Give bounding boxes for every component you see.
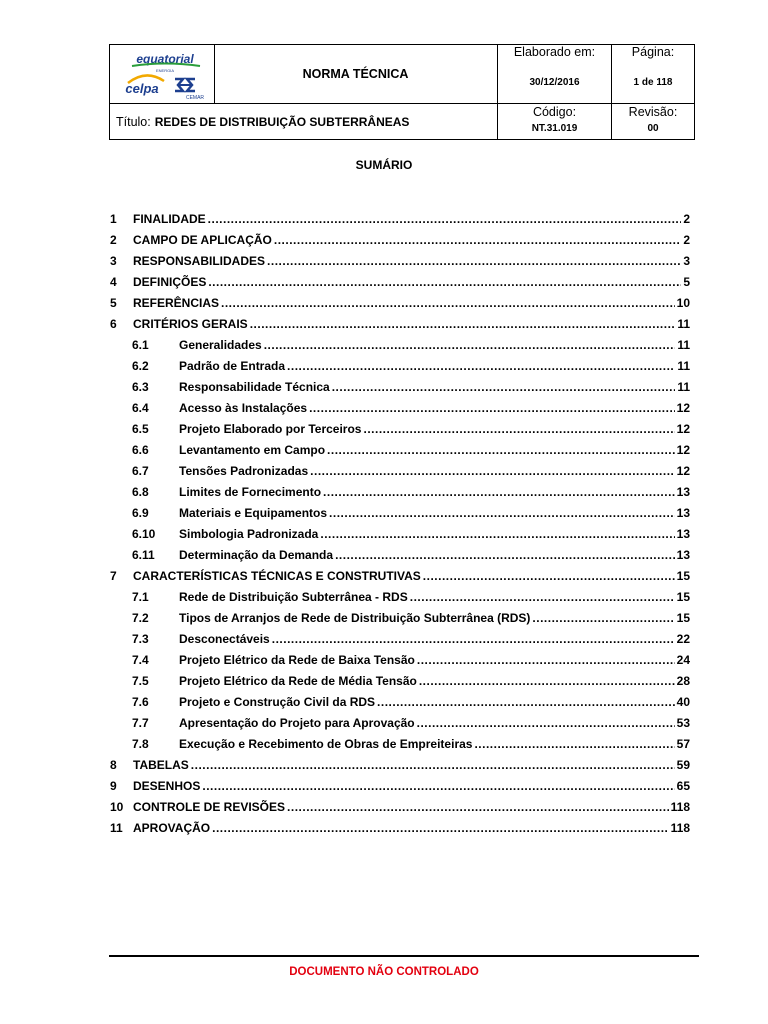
toc-entry[interactable] — [0, 821, 768, 841]
toc-entry-number: 11 — [110, 821, 123, 835]
toc-leader-dots — [267, 254, 681, 268]
toc-entry-number: 7.1 — [132, 590, 149, 604]
toc-entry-line — [133, 569, 690, 583]
toc-entry-number: 6.8 — [132, 485, 149, 499]
toc-entry-line — [179, 737, 690, 751]
toc-entry-title: Projeto Elétrico da Rede de Média Tensão — [179, 674, 417, 688]
toc-entry-page: 15 — [676, 569, 690, 583]
toc-entry-page: 15 — [676, 590, 690, 604]
toc-entry-title: APROVAÇÃO — [133, 821, 211, 835]
toc-leader-dots — [208, 212, 682, 226]
toc-leader-dots — [532, 611, 674, 625]
toc-entry-page: 12 — [676, 422, 690, 436]
toc-heading: SUMÁRIO — [355, 158, 413, 172]
toc-entry-number: 6.9 — [132, 506, 149, 520]
toc-entry-title: Determinação da Demanda — [179, 548, 334, 562]
toc-entry-number: 5 — [110, 296, 117, 310]
toc-entry-line — [179, 527, 690, 541]
toc-entry-title: Apresentação do Projeto para Aprovação — [179, 716, 415, 730]
toc-leader-dots — [410, 590, 675, 604]
toc-entry[interactable] — [0, 548, 768, 568]
toc-leader-dots — [419, 674, 675, 688]
toc-entry-line — [179, 716, 690, 730]
toc-leader-dots — [417, 716, 675, 730]
doc-type: NORMA TÉCNICA — [302, 67, 409, 81]
toc-entry[interactable] — [0, 779, 768, 799]
toc-entry-page: 11 — [677, 359, 690, 373]
toc-entry[interactable] — [0, 569, 768, 589]
toc-entry-line — [179, 590, 690, 604]
toc-entry-number: 6.6 — [132, 443, 149, 457]
toc-entry-title: DESENHOS — [133, 779, 201, 793]
toc-entry-title: Acesso às Instalações — [179, 401, 308, 415]
toc-entry-number: 7 — [110, 569, 117, 583]
toc-entry-line — [179, 611, 690, 625]
toc-entry-line — [179, 674, 690, 688]
toc-entry-page: 40 — [676, 695, 690, 709]
toc-entry-line — [133, 800, 690, 814]
toc-leader-dots — [332, 380, 676, 394]
toc-entry-page: 2 — [683, 212, 690, 226]
toc-entry-line — [179, 632, 690, 646]
toc-leader-dots — [221, 296, 675, 310]
toc-leader-dots — [323, 485, 675, 499]
toc-entry-number: 10 — [110, 800, 124, 814]
toc-entry-page: 11 — [677, 380, 690, 394]
toc-entry-line — [133, 254, 690, 268]
toc-entry[interactable] — [0, 233, 768, 253]
toc-leader-dots — [212, 821, 669, 835]
toc-leader-dots — [272, 632, 675, 646]
toc-entry-title: CAMPO DE APLICAÇÃO — [133, 233, 272, 247]
toc-entry-line — [179, 653, 690, 667]
toc-entry-title: Padrão de Entrada — [179, 359, 286, 373]
toc-entry-title: Tipos de Arranjos de Rede de Distribuição Subterrânea (RDS) — [179, 611, 531, 625]
toc-entry-number: 6.3 — [132, 380, 149, 394]
toc-entry-number: 7.8 — [132, 737, 149, 751]
toc-leader-dots — [329, 506, 675, 520]
toc-entry-line — [179, 359, 690, 373]
toc-entry-title: Materiais e Equipamentos — [179, 506, 328, 520]
toc-entry-title: Responsabilidade Técnica — [179, 380, 330, 394]
toc-entry[interactable] — [0, 758, 768, 778]
toc-entry[interactable] — [0, 737, 768, 757]
toc-leader-dots — [309, 401, 675, 415]
toc-leader-dots — [202, 779, 674, 793]
divider — [110, 103, 694, 104]
toc-entry-page: 13 — [676, 506, 690, 520]
toc-entry-number: 6 — [110, 317, 117, 331]
toc-entry-page: 11 — [677, 317, 690, 331]
toc-entry-page: 59 — [676, 758, 690, 772]
toc-entry-line — [133, 779, 690, 793]
toc-entry-line — [179, 380, 690, 394]
toc-entry-title: Projeto Elétrico da Rede de Baixa Tensão — [179, 653, 415, 667]
svg-text:ENERGIA: ENERGIA — [155, 68, 175, 73]
toc-entry[interactable] — [0, 653, 768, 673]
toc-entry[interactable] — [0, 212, 768, 232]
toc-entry[interactable] — [0, 296, 768, 316]
toc-entry-title: CARACTERÍSTICAS TÉCNICAS E CONSTRUTIVAS — [133, 569, 421, 583]
toc-entry-line — [179, 548, 690, 562]
toc-entry-number: 3 — [110, 254, 117, 268]
toc-entry-line — [133, 275, 690, 289]
toc-entry-page: 12 — [676, 401, 690, 415]
toc-entry-number: 7.6 — [132, 695, 149, 709]
toc-entry[interactable] — [0, 254, 768, 274]
toc-entry-number: 6.11 — [132, 548, 155, 562]
toc-entry[interactable] — [0, 359, 768, 379]
toc-entry[interactable] — [0, 674, 768, 694]
toc-entry[interactable] — [0, 611, 768, 631]
toc-entry-line — [179, 401, 690, 415]
toc-entry-page: 5 — [683, 275, 690, 289]
toc-leader-dots — [423, 569, 675, 583]
toc-entry-page: 3 — [683, 254, 690, 268]
toc-leader-dots — [474, 737, 674, 751]
titulo-label: Título: — [116, 115, 151, 129]
toc-entry-page: 13 — [676, 548, 690, 562]
toc-leader-dots — [417, 653, 675, 667]
toc-entry-page: 24 — [676, 653, 690, 667]
toc-entry-page: 53 — [676, 716, 690, 730]
doc-title — [116, 105, 496, 139]
toc-entry-title: REFERÊNCIAS — [133, 296, 220, 310]
toc-entry[interactable] — [0, 422, 768, 442]
pagina-label: Página: — [631, 45, 675, 59]
toc-entry-page: 28 — [676, 674, 690, 688]
toc-leader-dots — [310, 464, 674, 478]
toc-entry-line — [179, 338, 690, 352]
toc-entry-page: 10 — [676, 296, 690, 310]
toc-entry-title: Desconectáveis — [179, 632, 270, 646]
toc-entry-line — [133, 212, 690, 226]
toc-entry-page: 13 — [676, 485, 690, 499]
toc-entry-page: 57 — [676, 737, 690, 751]
toc-entry[interactable] — [0, 527, 768, 547]
toc-entry-title: Limites de Fornecimento — [179, 485, 322, 499]
svg-text:equatorial: equatorial — [136, 52, 194, 66]
company-logo — [118, 49, 212, 101]
revisao-value: 00 — [647, 123, 659, 134]
toc-entry-line — [179, 485, 690, 499]
toc-entry-number: 7.4 — [132, 653, 149, 667]
toc-entry-line — [179, 695, 690, 709]
toc-entry-title: CRITÉRIOS GERAIS — [133, 317, 248, 331]
toc-entry-line — [133, 233, 690, 247]
toc-entry-title: Execução e Recebimento de Obras de Empreiteiras — [179, 737, 473, 751]
toc-entry-title: Generalidades — [179, 338, 262, 352]
toc-entry-number: 6.7 — [132, 464, 149, 478]
revisao-label: Revisão: — [628, 105, 678, 119]
toc-leader-dots — [208, 275, 681, 289]
toc-entry-page: 118 — [670, 821, 690, 835]
toc-entry-line — [133, 296, 690, 310]
toc-entry-page: 15 — [676, 611, 690, 625]
toc-entry[interactable] — [0, 401, 768, 421]
toc-entry-line — [179, 443, 690, 457]
pagina-value: 1 de 118 — [633, 77, 673, 88]
cemar-symbol-icon — [175, 79, 195, 91]
elaborado-value: 30/12/2016 — [529, 77, 580, 88]
toc-entry-line — [133, 758, 690, 772]
toc-entry-page: 118 — [670, 800, 690, 814]
toc-entry-title: TABELAS — [133, 758, 189, 772]
toc-entry-line — [133, 317, 690, 331]
toc-entry-page: 12 — [676, 464, 690, 478]
toc-entry-title: Projeto e Construção Civil da RDS — [179, 695, 376, 709]
toc-entry-page: 65 — [676, 779, 690, 793]
toc-leader-dots — [320, 527, 674, 541]
toc-entry-number: 6.5 — [132, 422, 149, 436]
toc-entry-line — [179, 422, 690, 436]
document-header — [109, 44, 695, 140]
toc-entry-number: 1 — [110, 212, 117, 226]
toc-leader-dots — [327, 443, 675, 457]
toc-entry[interactable] — [0, 590, 768, 610]
toc-entry-title: FINALIDADE — [133, 212, 206, 226]
toc-entry-number: 6.2 — [132, 359, 149, 373]
toc-entry-line — [179, 506, 690, 520]
toc-entry-page: 13 — [676, 527, 690, 541]
toc-entry-line — [179, 464, 690, 478]
toc-leader-dots — [287, 800, 669, 814]
toc-entry-number: 2 — [110, 233, 117, 247]
toc-entry-number: 7.3 — [132, 632, 149, 646]
toc-entry-line — [133, 821, 690, 835]
toc-entry[interactable] — [0, 443, 768, 463]
toc-entry-number: 7.7 — [132, 716, 149, 730]
toc-entry[interactable] — [0, 338, 768, 358]
svg-text:CEMAR: CEMAR — [185, 95, 205, 101]
elaborado-label: Elaborado em: — [513, 45, 596, 59]
toc-leader-dots — [191, 758, 675, 772]
toc-entry[interactable] — [0, 275, 768, 295]
toc-entry-title: Simbologia Padronizada — [179, 527, 319, 541]
toc-entry[interactable] — [0, 695, 768, 715]
toc-entry-number: 8 — [110, 758, 117, 772]
toc-leader-dots — [335, 548, 675, 562]
toc-entry-title: Tensões Padronizadas — [179, 464, 309, 478]
toc-entry[interactable] — [0, 464, 768, 484]
toc-leader-dots — [287, 359, 675, 373]
toc-entry-number: 6.10 — [132, 527, 156, 541]
toc-entry-number: 6.1 — [132, 338, 149, 352]
titulo-value: REDES DE DISTRIBUIÇÃO SUBTERRÂNEAS — [154, 115, 410, 129]
toc-leader-dots — [264, 338, 676, 352]
codigo-value: NT.31.019 — [531, 123, 578, 134]
toc-entry-number: 6.4 — [132, 401, 149, 415]
footer-divider — [109, 955, 699, 957]
toc-entry-number: 9 — [110, 779, 117, 793]
toc-entry-page: 22 — [676, 632, 690, 646]
svg-text:celpa: celpa — [125, 81, 159, 96]
toc-entry-title: DEFINIÇÕES — [133, 275, 207, 289]
toc-entry[interactable] — [0, 317, 768, 337]
toc-entry-title: Levantamento em Campo — [179, 443, 326, 457]
toc-entry-page: 11 — [677, 338, 690, 352]
toc-entry-title: RESPONSABILIDADES — [133, 254, 266, 268]
toc-entry-number: 4 — [110, 275, 117, 289]
toc-entry-number: 7.5 — [132, 674, 149, 688]
toc-entry-title: Rede de Distribuição Subterrânea - RDS — [179, 590, 408, 604]
toc-leader-dots — [274, 233, 681, 247]
footer-notice: DOCUMENTO NÃO CONTROLADO — [289, 966, 479, 978]
toc-entry[interactable] — [0, 485, 768, 505]
toc-entry-title: CONTROLE DE REVISÕES — [133, 800, 286, 814]
toc-leader-dots — [250, 317, 676, 331]
toc-entry[interactable] — [0, 800, 768, 820]
toc-entry-title: Projeto Elaborado por Terceiros — [179, 422, 362, 436]
toc-entry-number: 7.2 — [132, 611, 149, 625]
toc-leader-dots — [377, 695, 675, 709]
toc-entry[interactable] — [0, 380, 768, 400]
toc-entry[interactable] — [0, 716, 768, 736]
toc-entry[interactable] — [0, 506, 768, 526]
toc-entry-page: 12 — [676, 443, 690, 457]
codigo-label: Código: — [532, 105, 577, 119]
toc-entry[interactable] — [0, 632, 768, 652]
toc-entry-page: 2 — [683, 233, 690, 247]
toc-leader-dots — [363, 422, 674, 436]
